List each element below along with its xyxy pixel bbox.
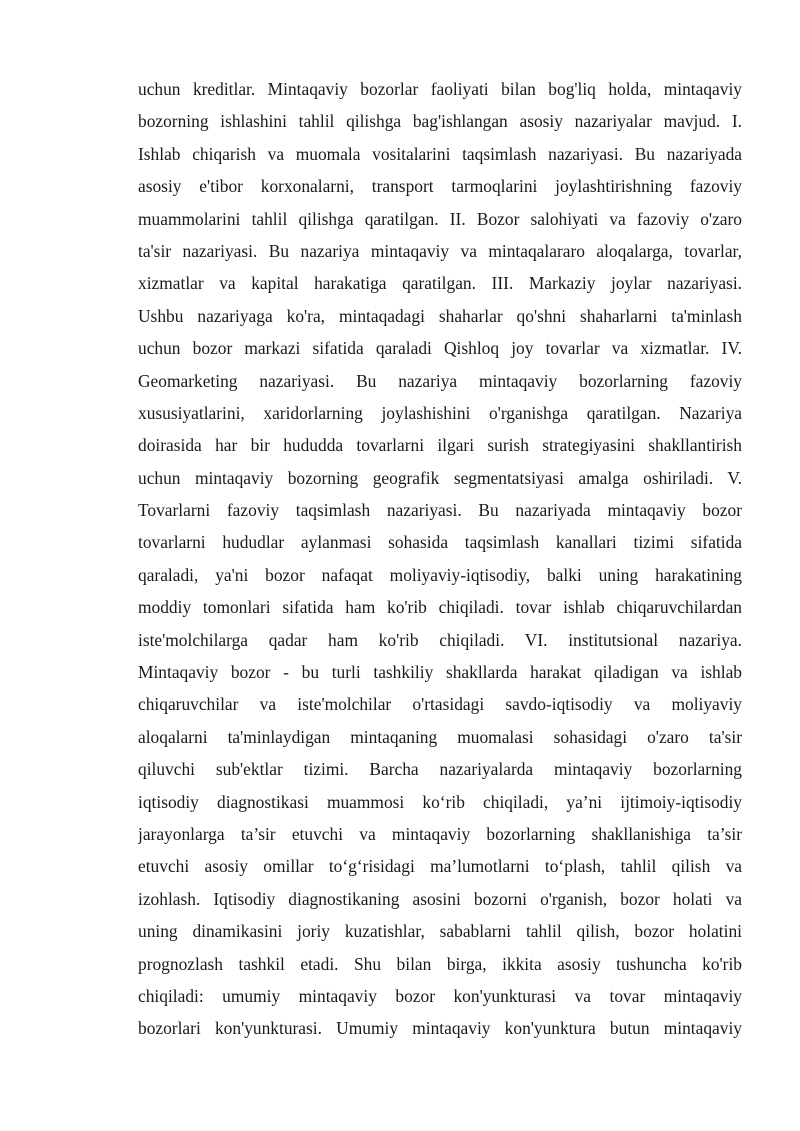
text-line: ta'sir nazariyasi. Bu nazariya mintaqaviy va mintaqalararo aloqalarga, tovarlar, <box>138 240 742 261</box>
text-line: xususiyatlarini, xaridorlarning joylashishini o'rganishga qaratilgan. Nazariya <box>138 402 742 423</box>
text-line: uchun bozor markazi sifatida qaraladi Qishloq joy tovarlar va xizmatlar. IV. <box>138 338 742 359</box>
text-line: tovarlarni hududlar aylanmasi sohasida taqsimlash kanallari tizimi sifatida <box>138 532 742 553</box>
text-line: bozorlari kon'yunkturasi. Umumiy mintaqaviy kon'yunktura butun mintaqaviy <box>138 1018 742 1039</box>
text-line: asosiy e'tibor korxonalarni, transport tarmoqlarini joylashtirishning fazoviy <box>138 176 742 197</box>
text-line: Ishlab chiqarish va muomala vositalarini taqsimlash nazariyasi. Bu nazariyada <box>138 143 742 164</box>
text-line: prognozlash tashkil etadi. Shu bilan birga, ikkita asosiy tushuncha ko'rib <box>138 953 742 974</box>
text-line: xizmatlar va kapital harakatiga qaratilgan. III. Markaziy joylar nazariyasi. <box>138 273 742 294</box>
text-line: aloqalarni ta'minlaydigan mintaqaning muomalasi sohasidagi o'zaro ta'sir <box>138 726 742 747</box>
text-line: Mintaqaviy bozor - bu turli tashkiliy shakllarda harakat qiladigan va ishlab <box>138 662 742 683</box>
text-line: iqtisodiy diagnostikasi muammosi ko‘rib chiqiladi, ya’ni ijtimoiy-iqtisodiy <box>138 791 742 812</box>
text-line: uning dinamikasini joriy kuzatishlar, sabablarni tahlil qilish, bozor holatini <box>138 921 742 942</box>
body-paragraph <box>138 73 742 1045</box>
text-line: Geomarketing nazariyasi. Bu nazariya mintaqaviy bozorlarning fazoviy <box>138 370 742 391</box>
text-line: muammolarini tahlil qilishga qaratilgan. II. Bozor salohiyati va fazoviy o'zaro <box>138 208 742 229</box>
text-line: chiqaruvchilar va iste'molchilar o'rtasidagi savdo-iqtisodiy va moliyaviy <box>138 694 742 715</box>
text-line: qiluvchi sub'ektlar tizimi. Barcha nazariyalarda mintaqaviy bozorlarning <box>138 759 742 780</box>
text-line: doirasida har bir hududda tovarlarni ilgari surish strategiyasini shakllantirish <box>138 435 742 456</box>
text-line: etuvchi asosiy omillar to‘g‘risidagi ma’lumotlarni to‘plash, tahlil qilish va <box>138 856 742 877</box>
text-line: bozorning ishlashini tahlil qilishga bag'ishlangan asosiy nazariyalar mavjud. I. <box>138 111 742 132</box>
text-line: jarayonlarga ta’sir etuvchi va mintaqaviy bozorlarning shakllanishiga ta’sir <box>138 823 742 844</box>
text-line: uchun kreditlar. Mintaqaviy bozorlar faoliyati bilan bog'liq holda, mintaqaviy <box>138 79 742 99</box>
text-line: iste'molchilarga qadar ham ko'rib chiqiladi. VI. institutsional nazariya. <box>138 629 742 650</box>
text-line: Ushbu nazariyaga ko'ra, mintaqadagi shaharlar qo'shni shaharlarni ta'minlash <box>138 305 742 326</box>
text-line: chiqiladi: umumiy mintaqaviy bozor kon'yunkturasi va tovar mintaqaviy <box>138 985 742 1006</box>
text-line: uchun mintaqaviy bozorning geografik segmentatsiyasi amalga oshiriladi. V. <box>138 467 742 488</box>
text-line: qaraladi, ya'ni bozor nafaqat moliyaviy-iqtisodiy, balki uning harakatining <box>138 564 742 585</box>
text-line: Tovarlarni fazoviy taqsimlash nazariyasi. Bu nazariyada mintaqaviy bozor <box>138 500 742 521</box>
text-line: moddiy tomonlari sifatida ham ko'rib chiqiladi. tovar ishlab chiqaruvchilardan <box>138 597 742 618</box>
text-line: izohlash. Iqtisodiy diagnostikaning asosini bozorni o'rganish, bozor holati va <box>138 888 742 909</box>
